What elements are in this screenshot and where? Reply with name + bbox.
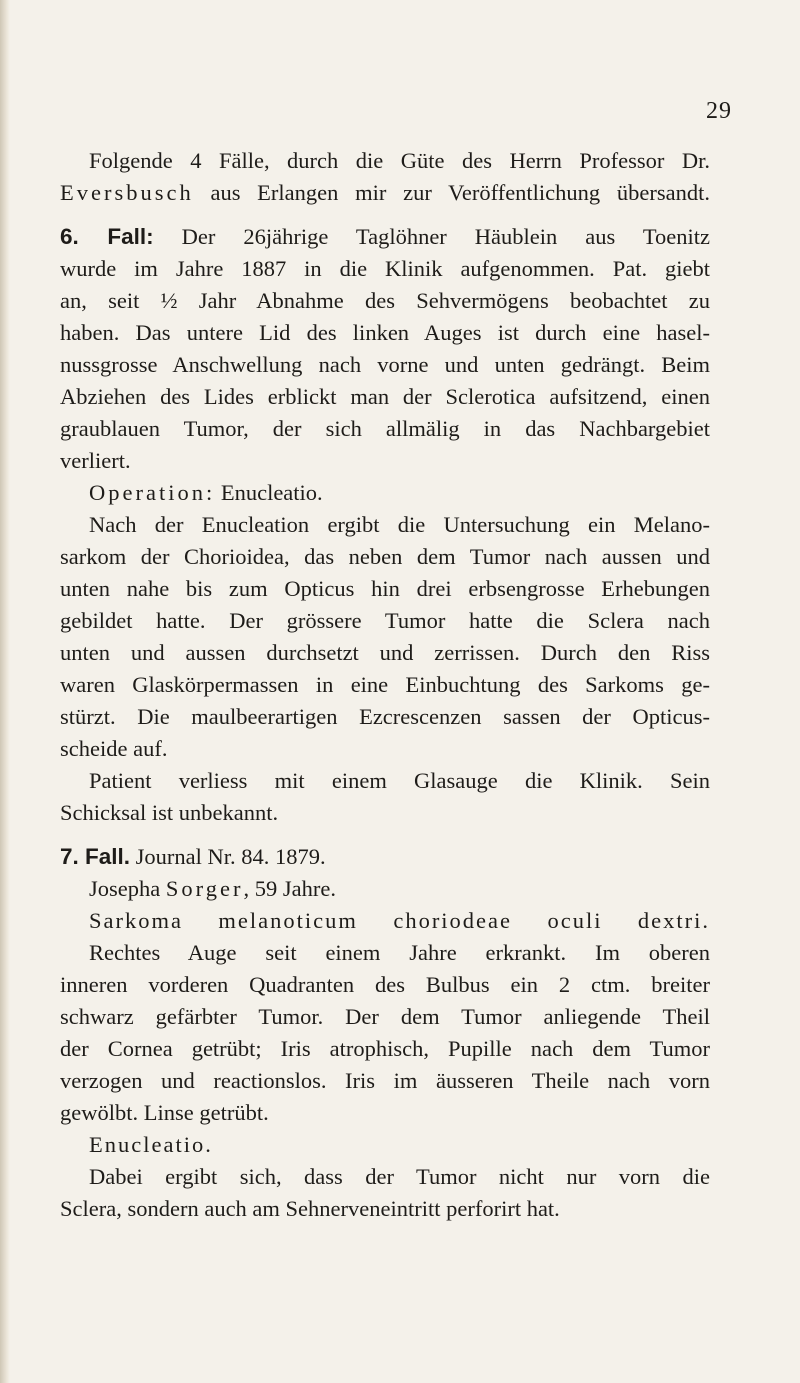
author-name: Eversbusch <box>60 180 194 205</box>
case6-line: graublauen Tumor, der sich allmälig in das Nachbargebiet <box>60 416 710 441</box>
case7-diagnosis: Sarkoma melanoticum choriodeae oculi dextri. <box>89 908 710 933</box>
page-edge-shadow <box>0 0 10 1383</box>
case6-line: unten nahe bis zum Opticus hin drei erbsengrosse Erhebungen <box>60 576 710 601</box>
case6-line: Abziehen des Lides erblickt man der Sclerotica aufsitzend, einen <box>60 384 710 409</box>
case6-line: verliert. <box>60 448 131 473</box>
case7-line: 7. Fall. Journal Nr. 84. 1879. <box>60 844 326 869</box>
case6-operation: Operation: Enucleatio. <box>89 480 323 505</box>
case6-label: 6. Fall: <box>60 224 154 249</box>
case6-line: Patient verliess mit einem Glasauge die Klinik. Sein <box>89 768 710 793</box>
case7-label: 7. Fall. <box>60 844 131 869</box>
case6-line: gebildet hatte. Der grössere Tumor hatte die Sclera nach <box>60 608 710 633</box>
case6-line: scheide auf. <box>60 736 168 761</box>
case6-line: 6. Fall: Der 26jährige Taglöhner Häublein aus Toenitz <box>60 224 710 249</box>
case6-line: Nach der Enucleation ergibt die Untersuchung ein Melano- <box>89 512 710 537</box>
case7-line: der Cornea getrübt; Iris atrophisch, Pupille nach dem Tumor <box>60 1036 710 1061</box>
page-number: 29 <box>706 98 732 124</box>
case6-line: wurde im Jahre 1887 in die Klinik aufgenommen. Pat. giebt <box>60 256 710 281</box>
operation-label: Operation: <box>89 480 216 505</box>
page-body <box>60 145 710 1225</box>
case7-operation: Enucleatio. <box>89 1132 213 1157</box>
case6-line: an, seit ½ Jahr Abnahme des Sehvermögens beobachtet zu <box>60 288 710 313</box>
case6-line: stürzt. Die maulbeerartigen Ezcrescenzen sassen der Opticus- <box>60 704 710 729</box>
case6-line: nussgrosse Anschwellung nach vorne und unten gedrängt. Beim <box>60 352 710 377</box>
case7-line: schwarz gefärbter Tumor. Der dem Tumor anliegende Theil <box>60 1004 710 1029</box>
case6-line: sarkom der Chorioidea, das neben dem Tumor nach aussen und <box>60 544 710 569</box>
case7-line: Rechtes Auge seit einem Jahre erkrankt. Im oberen <box>89 940 710 965</box>
intro-line: Folgende 4 Fälle, durch die Güte des Herrn Professor Dr. <box>89 148 710 173</box>
case7-patient: Josepha Sorger, 59 Jahre. <box>89 876 336 901</box>
case7-line: verzogen und reactionslos. Iris im äusseren Theile nach vorn <box>60 1068 710 1093</box>
case7-line: inneren vorderen Quadranten des Bulbus ein 2 ctm. breiter <box>60 972 710 997</box>
case6-line: Schicksal ist unbekannt. <box>60 800 279 825</box>
patient-surname: Sorger <box>165 876 244 901</box>
case6-line: haben. Das untere Lid des linken Auges ist durch eine hasel- <box>60 320 710 345</box>
case6-line: unten und aussen durchsetzt und zerrissen. Durch den Riss <box>60 640 710 665</box>
case6-line: waren Glaskörpermassen in eine Einbuchtung des Sarkoms ge- <box>60 672 710 697</box>
intro-line: Eversbusch aus Erlangen mir zur Veröffentlichung übersandt. <box>60 180 710 205</box>
case7-line: Sclera, sondern auch am Sehnerveneintritt perforirt hat. <box>60 1196 560 1221</box>
case7-line: Dabei ergibt sich, dass der Tumor nicht nur vorn die <box>89 1164 710 1189</box>
case7-line: gewölbt. Linse getrübt. <box>60 1100 269 1125</box>
